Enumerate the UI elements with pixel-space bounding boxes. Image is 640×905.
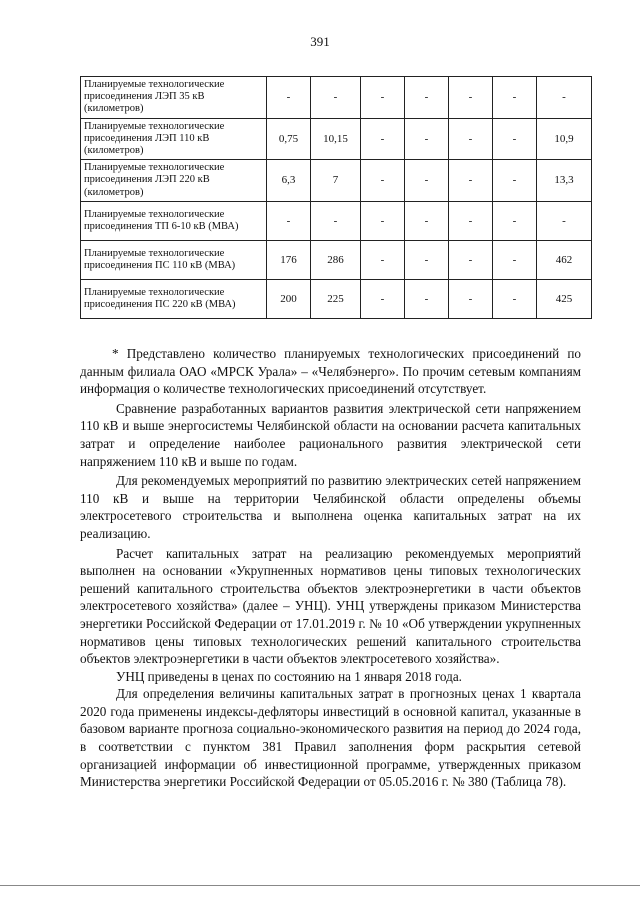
table-cell: 10,15 [311, 118, 361, 160]
table-cell: - [449, 118, 493, 160]
connections-table [80, 76, 592, 319]
paragraph: Расчет капитальных затрат на реализацию рекомендуемых мероприятий выполнен на основании «Укрупненных нормативов цены типовых технологических решений капитального строительства объектов электроэнергетики в части объектов электросетевого хозяйства» (далее – УНЦ). УНЦ утверждены приказом Министерства энергетики Российской Федерации от 17.01.2019 г. № 10 «Об утверждении укрупненных нормативов цены типовых технологических решений капитального строительства объектов электроэнергетики в части объектов электросетевого хозяйства». [80, 545, 581, 667]
table-cell: - [449, 201, 493, 240]
table-row [81, 279, 592, 318]
table-cell: - [311, 201, 361, 240]
table-cell: - [405, 160, 449, 202]
bottom-rule [0, 885, 640, 886]
table-cell: 425 [537, 279, 592, 318]
table-cell: - [493, 279, 537, 318]
table-cell: 10,9 [537, 118, 592, 160]
table-cell: - [537, 77, 592, 119]
table-cell: - [537, 201, 592, 240]
row-label: Планируемые технологические присоединения ПС 220 кВ (МВА) [81, 279, 267, 318]
table-cell: - [361, 118, 405, 160]
table-cell: 286 [311, 240, 361, 279]
paragraph: Для рекомендуемых мероприятий по развитию электрических сетей напряжением 110 кВ и выше на территории Челябинской области определены объемы электросетевого строительства и выполнена оценка капитальных затрат на их реализацию. [80, 473, 581, 541]
table-cell: - [361, 240, 405, 279]
page-number: 391 [310, 34, 330, 49]
row-label: Планируемые технологические присоединения ЛЭП 220 кВ (километров) [81, 160, 267, 202]
table-row [81, 160, 592, 202]
table-cell: - [405, 240, 449, 279]
row-label: Планируемые технологические присоединения ЛЭП 35 кВ (километров) [81, 77, 267, 119]
table-cell: 6,3 [267, 160, 311, 202]
table-cell: 462 [537, 240, 592, 279]
table-row [81, 118, 592, 160]
table-cell: - [405, 77, 449, 119]
table-cell: - [449, 279, 493, 318]
table-cell: - [361, 77, 405, 119]
table-cell: 0,75 [267, 118, 311, 160]
row-label: Планируемые технологические присоединения ПС 110 кВ (МВА) [81, 240, 267, 279]
paragraph: УНЦ приведены в ценах по состоянию на 1 января 2018 года. [116, 668, 462, 684]
row-label: Планируемые технологические присоединения ТП 6-10 кВ (МВА) [81, 201, 267, 240]
table-cell: 13,3 [537, 160, 592, 202]
table-cell: - [361, 160, 405, 202]
table-cell: - [361, 201, 405, 240]
table-cell: - [449, 240, 493, 279]
table-cell: - [493, 201, 537, 240]
table-row [81, 240, 592, 279]
footnote: * Представлено количество планируемых технологических присоединений по данным филиала ОАО «МРСК Урала» – «Челябэнерго». По прочим сетевым компаниям информация о количестве технологических присоединений отсутствует. [80, 346, 581, 397]
table-cell: - [449, 77, 493, 119]
table-row [81, 77, 592, 119]
table-cell: 200 [267, 279, 311, 318]
table-cell: - [267, 201, 311, 240]
row-label: Планируемые технологические присоединения ЛЭП 110 кВ (километров) [81, 118, 267, 160]
table-cell: - [493, 77, 537, 119]
table-cell: - [405, 279, 449, 318]
paragraph: Для определения величины капитальных затрат в прогнозных ценах 1 квартала 2020 года применены индексы-дефляторы инвестиций в основной капитал, указанные в базовом варианте прогноза социально-экономического развития на период до 2024 года, в соответствии с пунктом 381 Правил заполнения форм раскрытия сетевой организацией информации об инвестиционной программе, утвержденных приказом Министерства энергетики Российской Федерации от 05.05.2016 г. № 380 (Таблица 78). [80, 686, 581, 790]
body-text [80, 345, 581, 791]
paragraph: Сравнение разработанных вариантов развития электрической сети напряжением 110 кВ и выше энергосистемы Челябинской области на основании расчета капитальных затрат и определение наиболее рационального развития электрической сети напряжением 110 кВ и выше по годам. [80, 400, 581, 469]
table-cell: 225 [311, 279, 361, 318]
table-cell: - [361, 279, 405, 318]
table-cell: 7 [311, 160, 361, 202]
table-cell: - [311, 77, 361, 119]
table-cell: - [493, 118, 537, 160]
table-cell: - [267, 77, 311, 119]
table-cell: - [449, 160, 493, 202]
table-cell: 176 [267, 240, 311, 279]
table-cell: - [493, 160, 537, 202]
table-cell: - [405, 201, 449, 240]
table-row [81, 201, 592, 240]
table-cell: - [405, 118, 449, 160]
table-cell: - [493, 240, 537, 279]
